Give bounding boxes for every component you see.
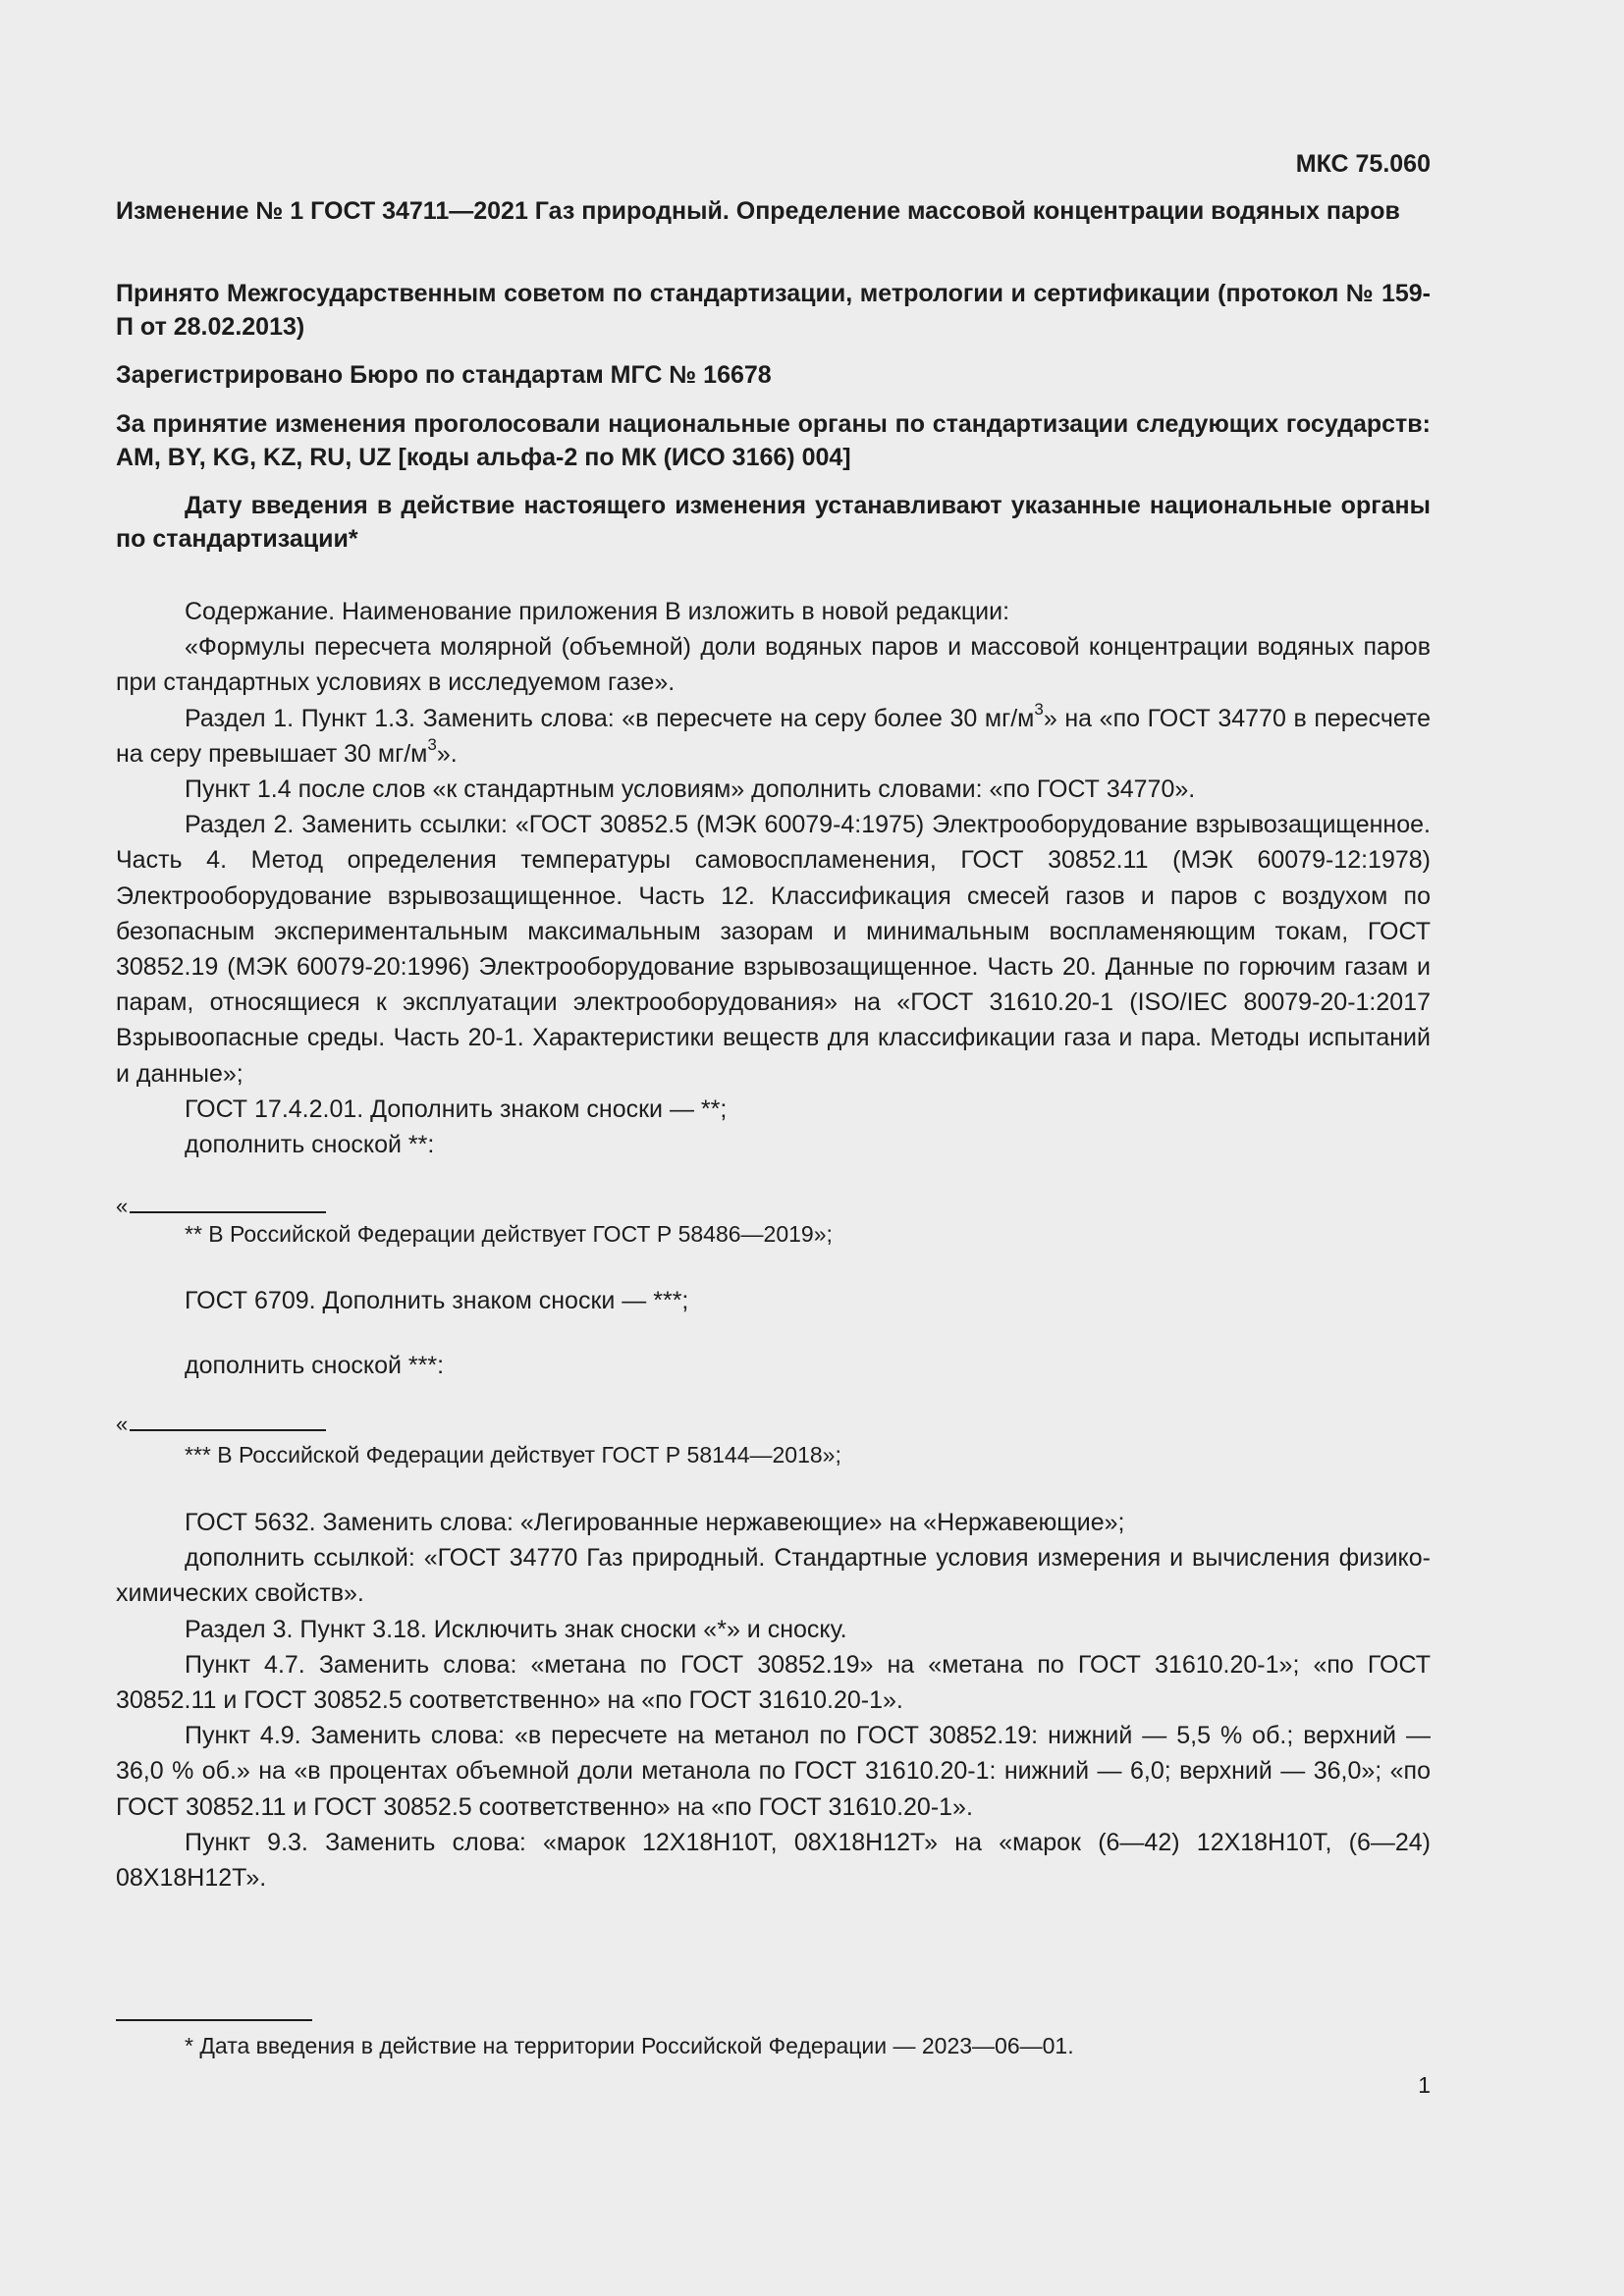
amendment-body-part1 — [116, 594, 1431, 1162]
paragraph-section3: Раздел 3. Пункт 3.18. Исключить знак сноски «*» и сноску. — [185, 1615, 847, 1643]
paragraph-item49: Пункт 4.9. Заменить слова: «в пересчете на метанол по ГОСТ 30852.19: нижний — 5,5 % об.; верхний — 36,0 % об.» на «в процентах объемной доли метанола по ГОСТ 31610.20-1: нижний — 6,0; верхний — 36,0»; «по ГОСТ 30852.11 и ГОСТ 30852.5 соответственно» на «по ГОСТ 31610.20-1». — [116, 1722, 1431, 1821]
paragraph-add-footnote-2: дополнить сноской **: — [185, 1131, 435, 1159]
effective-date-statement: Дату введения в действие настоящего изменения устанавливают указанные национальные органы по стандартизации* — [116, 492, 1431, 553]
footnote-rule — [130, 1211, 326, 1213]
text-fragment: ». — [436, 739, 458, 768]
effective-date-footnote: * Дата введения в действие на территории Российской Федерации — 2023—06—01. — [185, 2033, 1074, 2058]
paragraph-item47: Пункт 4.7. Заменить слова: «метана по ГОСТ 30852.19» на «метана по ГОСТ 31610.20-1»; «по ГОСТ 30852.11 и ГОСТ 30852.5 соответственно» на «по ГОСТ 31610.20-1». — [116, 1650, 1431, 1715]
footnote-triple-star: *** В Российской Федерации действует ГОСТ Р 58144—2018»; — [185, 1442, 841, 1468]
paragraph-add-footnote-3: дополнить сноской ***: — [185, 1352, 445, 1379]
mks-code: МКС 75.060 — [1295, 150, 1431, 178]
paragraph-gost-5632: ГОСТ 5632. Заменить слова: «Легированные нержавеющие» на «Нержавеющие»; — [185, 1509, 1125, 1536]
footnote-double-star: ** В Российской Федерации действует ГОСТ Р 58486—2019»; — [185, 1221, 833, 1247]
text-fragment: » на «по ГОСТ 34770 в пересчете на серу превышает 30 мг/м — [116, 704, 1431, 768]
footnote-quote-mark: « — [116, 1194, 129, 1218]
amendment-body-part2 — [116, 1505, 1431, 1896]
footnote-rule — [130, 1429, 326, 1431]
footnote-quote-mark: « — [116, 1412, 129, 1436]
paragraph-contents: Содержание. Наименование приложения В изложить в новой редакции: — [185, 598, 1010, 625]
paragraph-item14: Пункт 1.4 после слов «к стандартным условиям» дополнить словами: «по ГОСТ 34770». — [185, 775, 1196, 804]
text-fragment: Раздел 1. Пункт 1.3. Заменить слова: «в пересчете на серу более 30 мг/м — [185, 704, 1035, 732]
paragraph-gost-6709: ГОСТ 6709. Дополнить знаком сноски — ***; — [185, 1287, 689, 1314]
voted-statement: За принятие изменения проголосовали национальные органы по стандартизации следующих государств: AM, BY, KG, KZ, RU, UZ [коды альфа-2 по МК (ИСО 3166) 004] — [116, 410, 1431, 471]
footnote-separator — [116, 2019, 312, 2021]
change-title: Изменение № 1 ГОСТ 34711—2021 Газ природный. Определение массовой концентрации водяных паров — [116, 197, 1400, 225]
superscript: 3 — [427, 734, 437, 754]
paragraph-item93: Пункт 9.3. Заменить слова: «марок 12Х18Н10Т, 08Х18Н12Т» на «марок (6—42) 12Х18Н10Т, (6—24) 08Х18Н12Т». — [116, 1828, 1431, 1893]
page-number: 1 — [1418, 2072, 1431, 2098]
paragraph-add-reference: дополнить ссылкой: «ГОСТ 34770 Газ природный. Стандартные условия измерения и вычисления физико-химических свойств». — [116, 1544, 1431, 1608]
paragraph-section1-item13 — [116, 701, 1431, 772]
paragraph-gost-17-4-2-01: ГОСТ 17.4.2.01. Дополнить знаком сноски — **; — [185, 1095, 728, 1123]
registered-statement: Зарегистрировано Бюро по стандартам МГС № 16678 — [116, 361, 772, 389]
adopted-statement: Принято Межгосударственным советом по стандартизации, метрологии и сертификации (протокол № 159-П от 28.02.2013) — [116, 280, 1431, 341]
paragraph-section2-references: Раздел 2. Заменить ссылки: «ГОСТ 30852.5 (МЭК 60079-4:1975) Электрооборудование взрывозащищенное. Часть 4. Метод определения температуры самовоспламенения, ГОСТ 30852.11 (МЭК 60079-12:1978) Электрооборудование взрывозащищенное. Часть 12. Классификация смесей газов и паров с воздухом по безопасным экспериментальным максимальным зазорам и минимальным воспламеняющим токам, ГОСТ 30852.19 (МЭК 60079-20:1996) Электрооборудование взрывозащищенное. Часть 20. Данные по горючим газам и парам, относящиеся к эксплуатации электрооборудования» на «ГОСТ 31610.20-1 (ISO/IEC 80079-20-1:2017 Взрывоопасные среды. Часть 20-1. Характеристики веществ для классификации газа и пара. Методы испытаний и данные»; — [116, 811, 1431, 1088]
paragraph-appendix-title: «Формулы пересчета молярной (объемной) доли водяных паров и массовой концентрации водяных паров при стандартных условиях в исследуемом газе». — [116, 633, 1431, 697]
superscript: 3 — [1034, 699, 1044, 719]
